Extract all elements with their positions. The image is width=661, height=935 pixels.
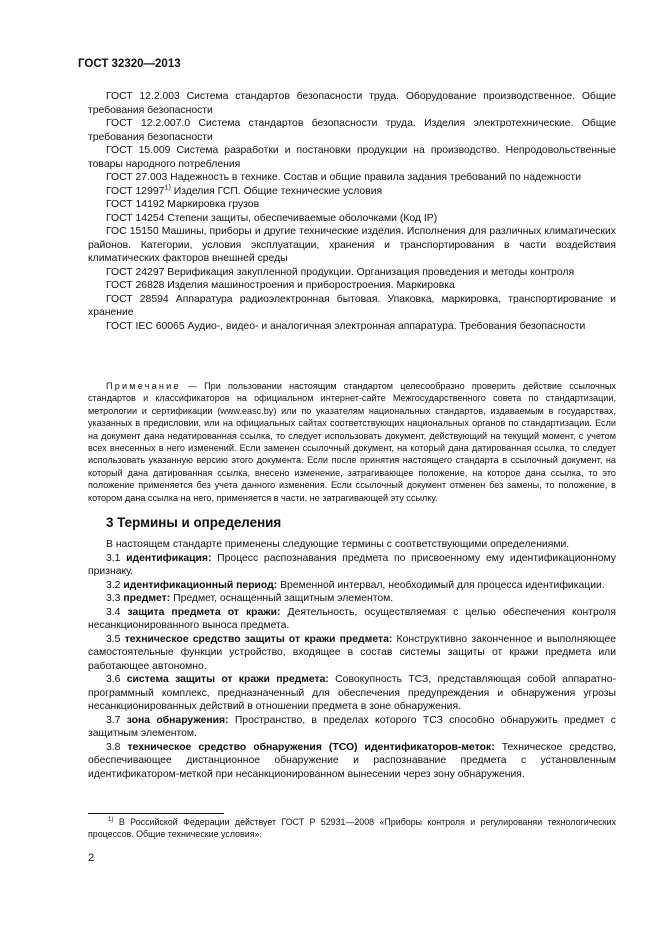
term-definition: Временной интервал, необходимый для процесса идентификации. <box>277 579 605 591</box>
term-item <box>88 673 616 714</box>
reference-item: ГОСТ 12.2.003 Система стандартов безопасности труда. Оборудование производственное. Общие требования безопасности <box>88 91 616 116</box>
footnote <box>88 816 616 840</box>
footnote-marker: 1) <box>108 816 114 824</box>
term-number: 3.6 <box>106 674 121 685</box>
reference-item: ГОСТ 12.2.007.0 Система стандартов безопасности труда. Изделия электротехнические. Общие требования безопасности <box>88 118 616 143</box>
term-name: зона обнаружения: <box>126 714 229 726</box>
normative-references-list <box>88 90 616 333</box>
reference-item <box>88 182 616 199</box>
footnote-ref: 1) <box>164 182 171 192</box>
note-label: Примечание <box>106 381 181 391</box>
term-name: техническое средство обнаружения (ТСО) идентификаторов-меток: <box>127 741 495 753</box>
term-definition: Предмет, оснащенный защитным элементом. <box>170 593 394 604</box>
terms-list <box>88 538 616 781</box>
term-definition: Деятельность, осуществляемая с целью обеспечения контроля несанкционированного выноса предмета. <box>88 606 616 631</box>
term-number: 3.3 <box>106 593 121 604</box>
reference-item: ГОСТ 26828 Изделия машиностроения и приборостроения. Маркировка <box>106 280 455 291</box>
page-number: 2 <box>88 852 95 864</box>
section-intro: В настоящем стандарте применены следующие термины с соответствующими определениями. <box>106 539 570 550</box>
term-item <box>88 714 616 741</box>
term-number: 3.5 <box>106 633 121 645</box>
term-name: защита предмета от кражи: <box>127 606 281 618</box>
note-text: — При пользовании настоящим стандартом целесообразно проверить действие ссылочных стандартов и классификаторов на официальном интернет-сайте Межгосударственного совета по стандартизации, метрологии и сертификации (www.easc.by) или по указателям национальных стандартов, издаваемым в государствах, указанных в предисловии, или на официальных сайтах соответствующих национальных органов по стандартизации. Если на документ дана недатированная ссылка, то следует использовать документ, действующий на текущий момент, с учетом всех внесенных в него изменений. Если заменен ссылочный документ, на который дана датированная ссылка, то следует использовать указанную версию этого документа. Если после принятия настоящего стандарта в ссылочный документ, на который дана датированная ссылка, внесено изменение, затрагивающее положение, на которое дана ссылка, то это положение применяется без учета данного изменения. Если ссылочный документ отменен без замены, то положение, в котором дана ссылка на него, применяется в части, не затрагивающей эту ссылку. <box>88 381 616 503</box>
term-definition: Конструктивно законченное и выполняющее самостоятельные функции устройство, входящее в состав системы защиты от кражи предмета или работающее автономно. <box>88 633 616 672</box>
terms-section <box>88 515 616 781</box>
footnote-text: В Российской Федерации действует ГОСТ Р 52931—2008 «Приборы контроля и регулированяи технологических процессов. Общие технические условия». <box>88 817 616 839</box>
term-item <box>88 633 616 674</box>
footnote-divider <box>88 813 224 814</box>
term-item <box>88 579 616 593</box>
term-number: 3.7 <box>106 714 121 726</box>
term-name: система защиты от кражи предмета: <box>126 674 329 685</box>
term-definition: Техническое средство, обеспечивающее дистанционное обнаружение и распознавание предмета с установленным идентификатором-меткой при несанкционированном вынесении через зону обнаружения. <box>88 741 616 780</box>
term-number: 3.1 <box>106 552 121 564</box>
reference-title: Изделия ГСП. Общие технические условия <box>170 185 383 197</box>
term-definition: Пространство, в пределах которого ТСЗ способно обнаружить предмет с защитным элементом. <box>88 714 616 739</box>
reference-item: ГОСТ 24297 Верификация закупленной продукции. Организация проведения и методы контроля <box>106 266 575 278</box>
term-item <box>88 741 616 782</box>
term-number: 3.8 <box>106 741 121 753</box>
reference-code: ГОСТ 12997 <box>106 185 165 197</box>
reference-item: ГОСТ 14192 Маркировка грузов <box>106 199 260 210</box>
document-header: ГОСТ 32320—2013 <box>78 58 181 70</box>
reference-item: ГОС 15150 Машины, приборы и другие технические изделия. Исполнения для различных климатических районов. Категории, условия эксплуатации, хранения и транспортирования в части воздействия климатических факторов внешней среды <box>88 226 616 264</box>
footnote-paragraph <box>88 816 616 840</box>
term-name: идентификация: <box>126 552 212 564</box>
reference-item: ГОСТ 14254 Степени защиты, обеспечиваемые оболочками (Код IP) <box>106 212 438 224</box>
term-item <box>88 606 616 633</box>
note-paragraph <box>88 380 616 504</box>
reference-item: ГОСТ 15.009 Система разработки и постановки продукции на производство. Непродовольственные товары народного потребления <box>88 145 616 170</box>
term-number: 3.2 <box>106 579 121 591</box>
term-name: техническое средство защиты от кражи предмета: <box>124 633 393 645</box>
term-item <box>88 592 616 606</box>
term-definition: Процесс распознавания предмета по присвоенному ему идентификационному признаку. <box>88 552 616 577</box>
reference-item: ГОСТ IEC 60065 Аудио-, видео- и аналогичная электронная аппаратура. Требования безопасности <box>106 320 586 332</box>
note-block <box>88 380 616 504</box>
reference-item: ГОСТ 28594 Аппаратура радиоэлектронная бытовая. Упаковка, маркировка, транспортирование и хранение <box>88 293 616 318</box>
term-name: предмет: <box>123 593 171 604</box>
term-number: 3.4 <box>106 606 121 618</box>
term-name: идентификационный период: <box>123 579 278 591</box>
term-item <box>88 552 616 579</box>
section-title: 3 Термины и определения <box>106 515 282 530</box>
reference-item: ГОСТ 27.003 Надежность в технике. Состав и общие правила задания требований по надежности <box>106 172 581 183</box>
term-definition: Совокупность ТСЗ, представляющая собой аппаратно-программный комплекс, предназначенный для обеспечения предупреждения и обнаружения угрозы несанкционированных действий в отношении предмета в зоне обнаружения. <box>88 674 616 712</box>
